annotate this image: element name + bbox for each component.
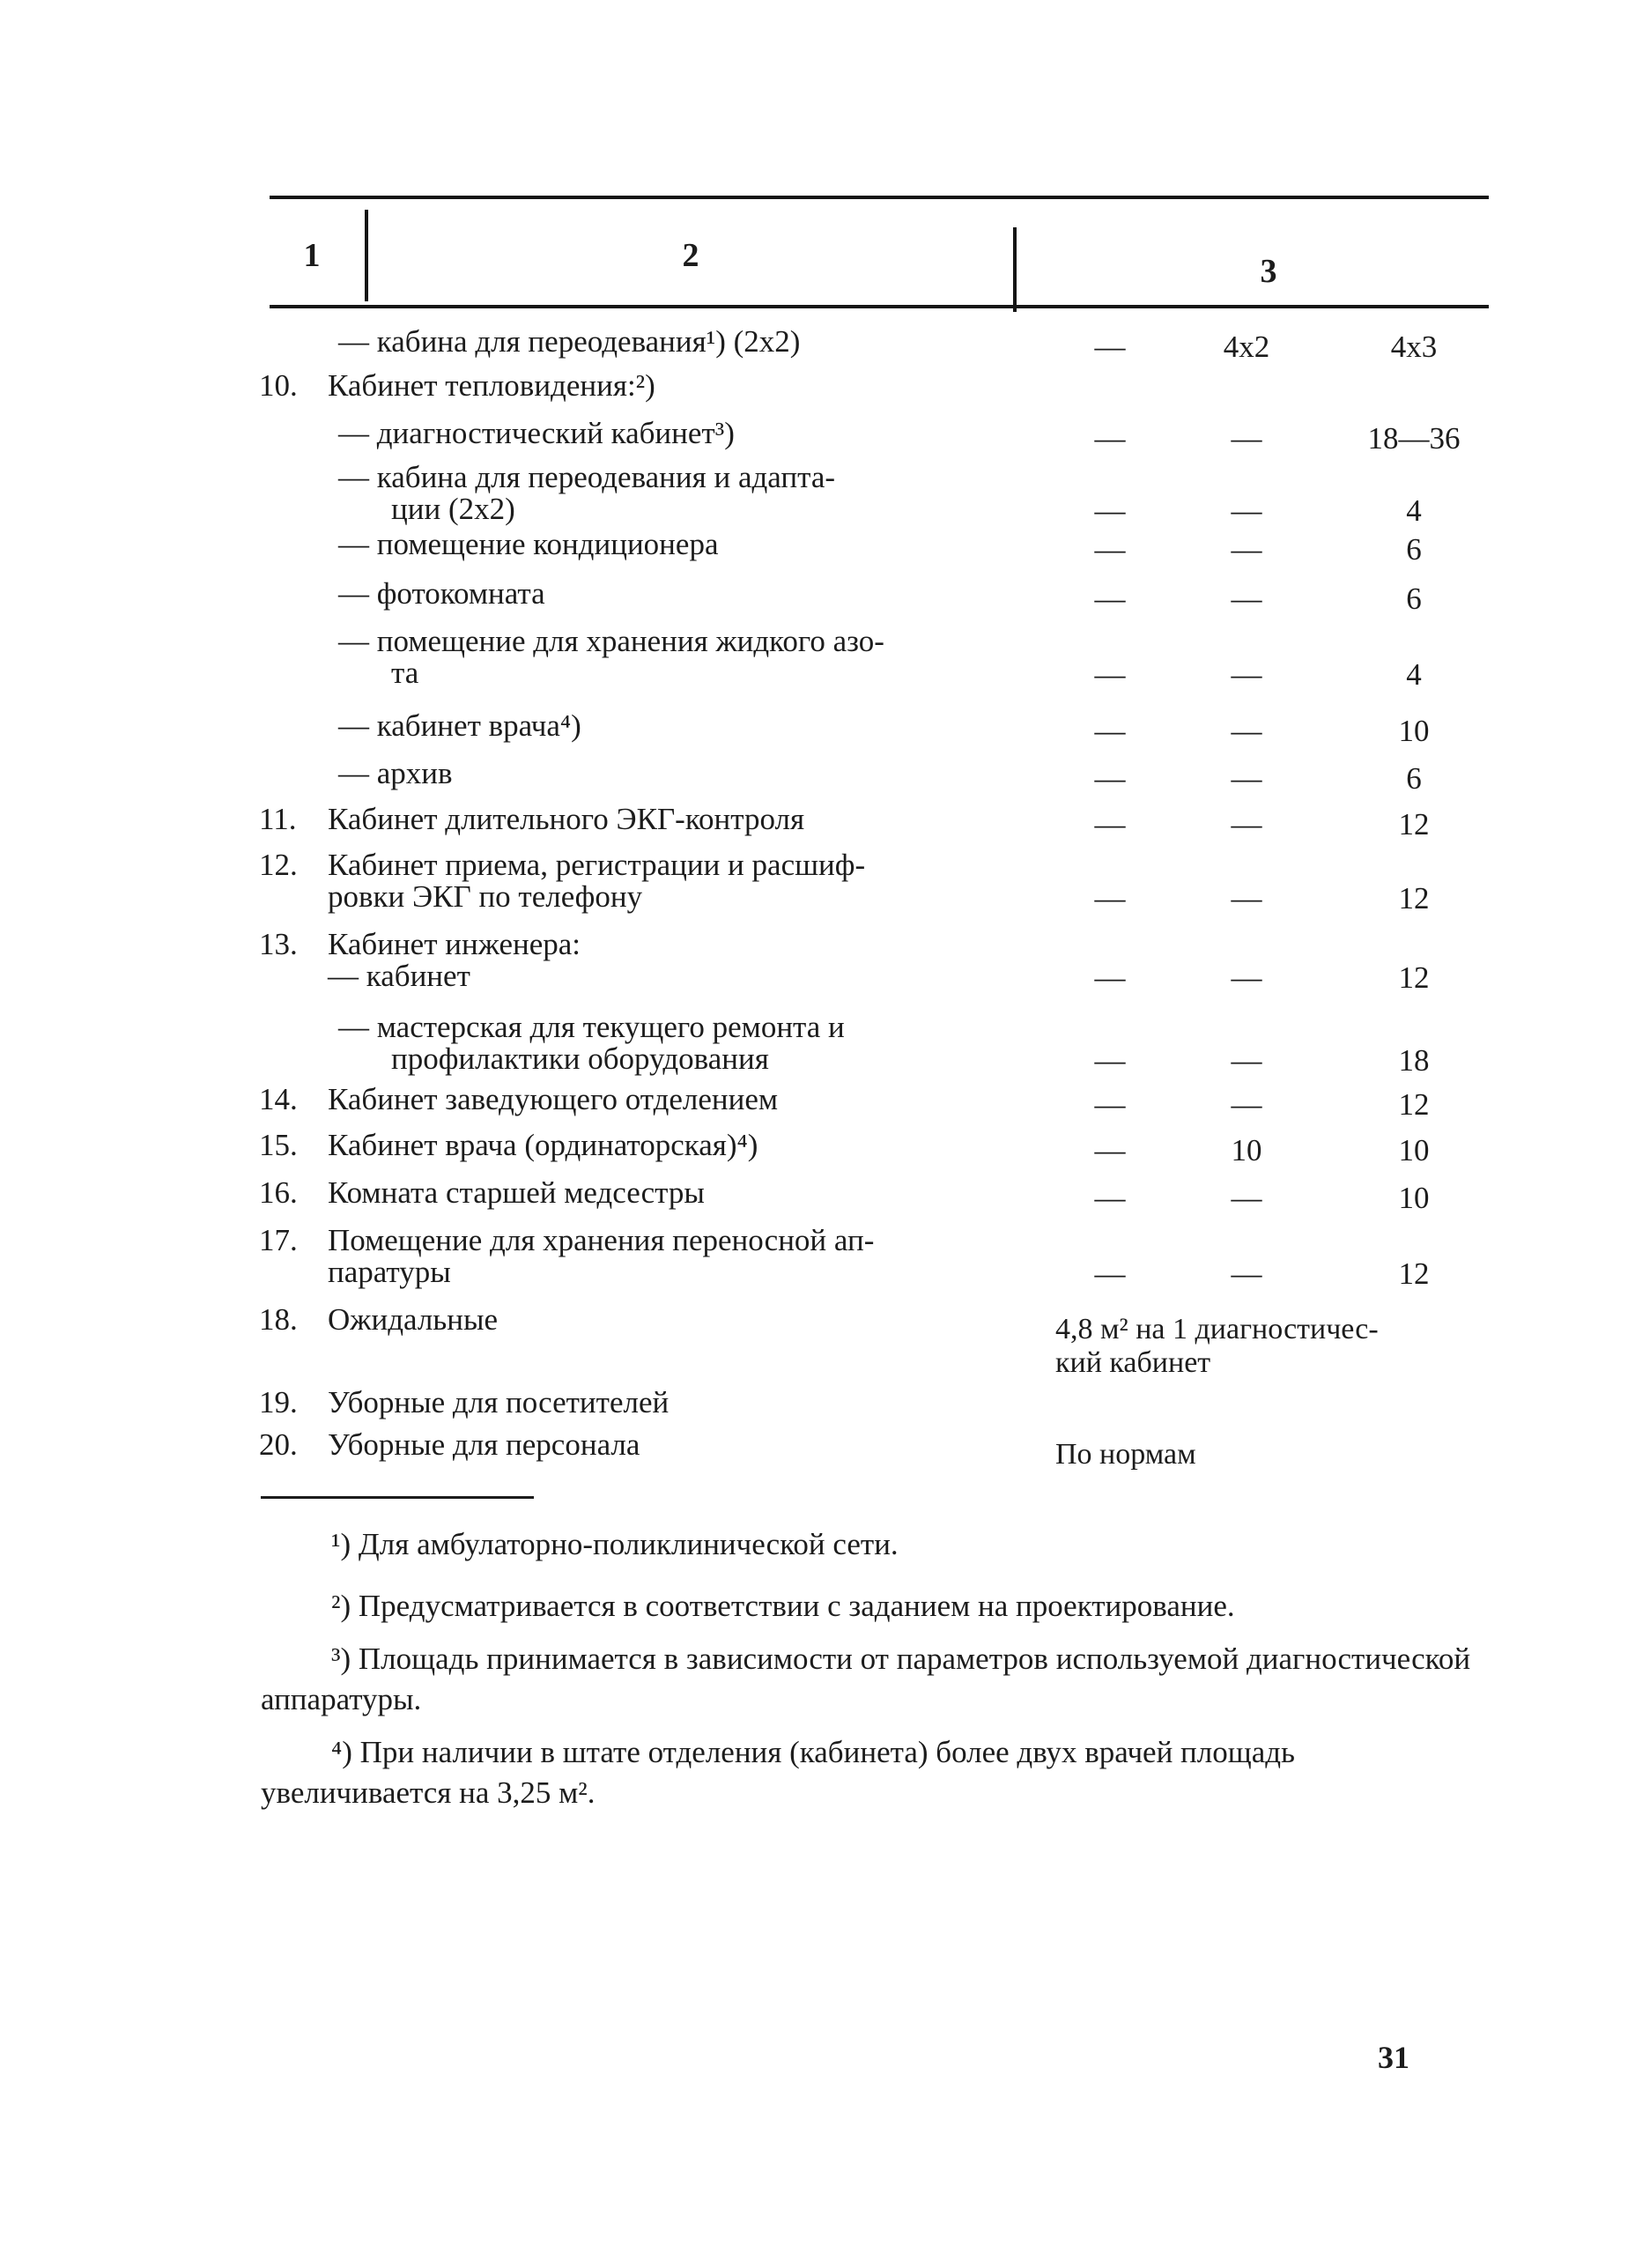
- table-row: [0, 1223, 1635, 1291]
- cell-col3-a: —: [1094, 761, 1126, 796]
- cell-col3-c: 10: [1398, 1181, 1430, 1215]
- table-row: [0, 1084, 1635, 1137]
- cell-col3-b: —: [1231, 714, 1262, 748]
- row-label: [328, 1429, 640, 1461]
- row-label-text: — кабина для переодевания и адапта-: [338, 460, 836, 494]
- row-label: [328, 1130, 758, 1161]
- cell-col3-a: —: [1094, 1256, 1126, 1291]
- table-row: [0, 529, 1635, 582]
- cell-col3-c: 12: [1398, 881, 1430, 915]
- table-row: [0, 1302, 1635, 1379]
- row-number: 18.: [259, 1302, 298, 1337]
- cell-col3-a: —: [1094, 714, 1126, 748]
- cell-col3-b: 4x2: [1223, 330, 1270, 364]
- header-col-2: 2: [682, 237, 699, 274]
- cell-col3-b: —: [1231, 532, 1262, 567]
- table-header-bottom-rule: [270, 305, 1489, 308]
- row-label-continuation: ции (2х2): [391, 492, 515, 526]
- footnote-mark: ¹): [331, 1527, 351, 1561]
- cell-col3-b: —: [1231, 1043, 1262, 1078]
- cell-col3-a: —: [1094, 421, 1126, 456]
- row-number: 13.: [259, 927, 298, 961]
- cell-col3-c: 12: [1398, 1256, 1430, 1291]
- row-label: [338, 418, 735, 449]
- row-label-text: Помещение для хранения переносной ап-: [328, 1223, 875, 1257]
- table-row: [0, 710, 1635, 763]
- table-row: [0, 460, 1635, 528]
- cell-col3-a: —: [1094, 1043, 1126, 1078]
- footnote-separator: [261, 1496, 534, 1499]
- row-label-text: — диагностический кабинет³): [338, 416, 735, 450]
- header-col-1: 1: [303, 237, 321, 274]
- row-label: [328, 804, 804, 835]
- row-label-text: Кабинет приема, регистрации и расшиф-: [328, 848, 866, 882]
- header-divider-2: [1013, 227, 1017, 312]
- cell-col3-b: —: [1231, 657, 1262, 692]
- footnote: [261, 1524, 1476, 1565]
- cell-col3-a: —: [1094, 493, 1126, 528]
- row-label: [338, 578, 545, 610]
- row-number: 12.: [259, 848, 298, 882]
- table-row: [0, 1130, 1635, 1182]
- row-label-text: — фотокомната: [338, 576, 545, 611]
- cell-col3-b: —: [1231, 761, 1262, 796]
- row-label-text: Кабинет тепловидения:²): [328, 368, 655, 403]
- row-label-text: Кабинет врача (ординаторская)⁴): [328, 1128, 758, 1162]
- cell-col3-a: —: [1094, 1181, 1126, 1215]
- row-number: 11.: [259, 802, 297, 836]
- page-number: 31: [1378, 2040, 1409, 2075]
- footnote-mark: ⁴): [331, 1735, 352, 1769]
- row-label: [338, 626, 884, 689]
- row-label-text: Ожидальные: [328, 1302, 499, 1337]
- cell-col3-merged-line: кий кабинет: [1055, 1346, 1211, 1379]
- row-label: [328, 849, 865, 913]
- row-label: [338, 758, 453, 789]
- cell-col3-c: 18—36: [1367, 421, 1461, 456]
- row-label-text: Уборные для посетителей: [328, 1385, 670, 1419]
- footnote-text: Предусматривается в соответствии с заданием на проектирование.: [358, 1589, 1235, 1623]
- cell-col3-c: 12: [1398, 807, 1430, 841]
- cell-col3-a: —: [1094, 960, 1126, 995]
- cell-col3-a: —: [1094, 330, 1126, 364]
- table-row: [0, 370, 1635, 423]
- cell-col3-b: —: [1231, 1256, 1262, 1291]
- cell-col3-c: 10: [1398, 714, 1430, 748]
- cell-col3-a: —: [1094, 532, 1126, 567]
- row-label-text: Кабинет длительного ЭКГ-контроля: [328, 802, 805, 836]
- cell-col3-c: 4: [1406, 657, 1422, 692]
- row-label-text: — кабинет врача⁴): [338, 708, 581, 743]
- cell-col3-b: —: [1231, 807, 1262, 841]
- row-label-continuation: профилактики оборудования: [391, 1041, 769, 1076]
- cell-col3-c: 6: [1406, 582, 1422, 616]
- cell-col3-merged-line: По нормам: [1055, 1438, 1196, 1471]
- row-label: [328, 370, 655, 402]
- cell-col3-c: 10: [1398, 1133, 1430, 1167]
- row-label: [338, 529, 718, 560]
- cell-col3-merged-line: 4,8 м² на 1 диагностичес-: [1055, 1313, 1379, 1345]
- cell-col3-b: —: [1231, 1181, 1262, 1215]
- cell-col3-c: 6: [1406, 761, 1422, 796]
- cell-col3-a: —: [1094, 881, 1126, 915]
- row-label: [328, 929, 581, 992]
- cell-col3-a: —: [1094, 582, 1126, 616]
- footnote-text: Площадь принимается в зависимости от параметров используемой диагностической аппаратуры.: [261, 1642, 1471, 1716]
- row-label-text: — помещение кондиционера: [338, 527, 719, 561]
- cell-col3-b: —: [1231, 1087, 1262, 1122]
- table-top-rule: [270, 196, 1489, 199]
- cell-col3-b: 10: [1231, 1133, 1262, 1167]
- row-label-continuation: ровки ЭКГ по телефону: [328, 879, 643, 914]
- cell-col3-merged: [1055, 1313, 1379, 1380]
- row-number: 17.: [259, 1223, 298, 1257]
- row-number: 19.: [259, 1385, 298, 1419]
- row-label-text: Кабинет инженера:: [328, 927, 581, 961]
- row-label-text: — кабина для переодевания¹) (2х2): [338, 324, 801, 359]
- row-label: [338, 710, 581, 742]
- table-row: [0, 624, 1635, 692]
- row-label-text: Комната старшей медсестры: [328, 1175, 705, 1210]
- header-col-3: 3: [1260, 253, 1277, 290]
- row-label: [328, 1177, 705, 1209]
- footnote: [261, 1732, 1476, 1813]
- cell-col3-b: —: [1231, 493, 1262, 528]
- cell-col3-a: —: [1094, 807, 1126, 841]
- row-number: 10.: [259, 368, 298, 403]
- footnote: [261, 1639, 1476, 1720]
- table-row: [0, 1429, 1635, 1482]
- table-row: [0, 927, 1635, 995]
- table-row: [0, 1010, 1635, 1078]
- footnote-text: Для амбулаторно-поликлинической сети.: [358, 1527, 899, 1561]
- header-divider-1: [365, 210, 368, 301]
- row-label: [338, 462, 835, 525]
- row-label: [328, 1304, 498, 1336]
- table-row: [0, 758, 1635, 811]
- cell-col3-b: —: [1231, 960, 1262, 995]
- row-label-continuation: паратуры: [328, 1255, 451, 1289]
- row-number: 15.: [259, 1128, 298, 1162]
- row-label-text: — помещение для хранения жидкого азо-: [338, 624, 884, 658]
- cell-col3-b: —: [1231, 881, 1262, 915]
- table-row: [0, 848, 1635, 915]
- row-label-text: — мастерская для текущего ремонта и: [338, 1010, 845, 1044]
- cell-col3-c: 18: [1398, 1043, 1430, 1078]
- row-label-continuation: та: [391, 656, 419, 690]
- footnote: [261, 1586, 1476, 1627]
- cell-col3-c: 12: [1398, 960, 1430, 995]
- cell-col3-a: —: [1094, 1087, 1126, 1122]
- row-label-text: Уборные для персонала: [328, 1427, 640, 1462]
- row-label: [328, 1387, 669, 1419]
- cell-col3-b: —: [1231, 421, 1262, 456]
- row-label: [338, 326, 800, 358]
- row-label-text: Кабинет заведующего отделением: [328, 1082, 779, 1116]
- row-number: 16.: [259, 1175, 298, 1210]
- cell-col3-a: —: [1094, 657, 1126, 692]
- cell-col3-c: 12: [1398, 1087, 1430, 1122]
- footnote-mark: ³): [331, 1642, 351, 1676]
- row-number: 20.: [259, 1427, 298, 1462]
- footnote-text: При наличии в штате отделения (кабинета) более двух врачей площадь увеличивается на 3,25 м².: [261, 1735, 1296, 1810]
- cell-col3-merged: [1055, 1438, 1196, 1471]
- cell-col3-c: 4: [1406, 493, 1422, 528]
- cell-col3-c: 6: [1406, 532, 1422, 567]
- row-label: [338, 1012, 845, 1075]
- table-row: [0, 1177, 1635, 1230]
- row-label: [328, 1225, 874, 1288]
- row-number: 14.: [259, 1082, 298, 1116]
- cell-col3-b: —: [1231, 582, 1262, 616]
- table-row: [0, 578, 1635, 631]
- cell-col3-c: 4x3: [1390, 330, 1438, 364]
- row-label-continuation: — кабинет: [328, 959, 470, 993]
- footnote-mark: ²): [331, 1589, 351, 1623]
- row-label-text: — архив: [338, 756, 453, 790]
- cell-col3-a: —: [1094, 1133, 1126, 1167]
- row-label: [328, 1084, 778, 1115]
